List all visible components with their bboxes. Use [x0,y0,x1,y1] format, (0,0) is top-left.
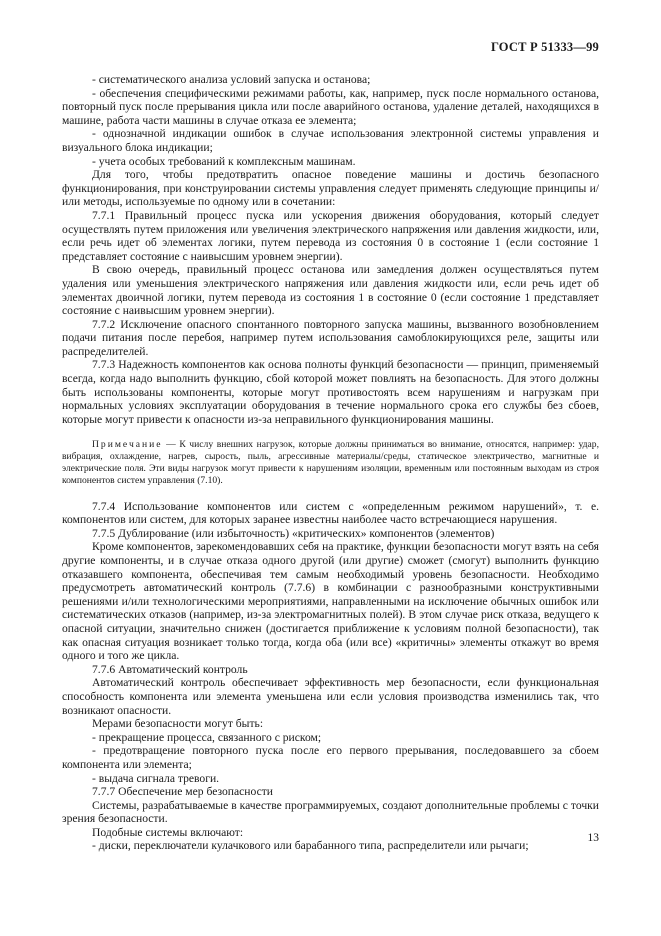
document-header [491,40,599,55]
paragraph: Автоматический контроль обеспечивает эффективность мер безопасности, если функциональная способность компонента или элемента уменьшена или если условия производства изменились так, что возникают опасности. [62,676,599,717]
page-body [62,73,599,853]
paragraph: В свою очередь, правильный процесс останова или замедления должен осуществляться путем удаления или уменьшения электрического напряжения или давления жидкости или, если речь идет об элементах двоичной логики, путем перевода из состояния 1 в состояние 0 (если состояние 1 представляет состояние с наивысшим уровнем энергии). [62,263,599,318]
paragraph: 7.7.2 Исключение опасного спонтанного повторного запуска машины, вызванного возобновлением подачи питания после перебоя, например путем использования самоблокирующихся реле, защиты или распределителей. [62,317,599,358]
paragraph: - предотвращение повторного пуска после его первого прерывания, последовавшего за сбоем компонента или элемента; [62,744,599,771]
doc-id: ГОСТ Р 51333—99 [490,40,599,54]
paragraph: - выдача сигнала тревоги. [92,771,220,785]
paragraph: - обеспечения специфическими режимами работы, как, например, пуск после нормального останова, повторный пуск после прерывания цикла или после аварийного останова, удаление деталей, находящихся в машине, работа части машины в случае отказа ее элемента; [62,86,599,127]
page-number: 13 [587,832,599,844]
paragraph: 7.7.1 Правильный процесс пуска или ускорения движения оборудования, который следует осуществлять путем приложения или увеличения электрического напряжения или давления жидкости, или, если речь идет об элементах логики, путем перевода из состояния 0 в состояние 1 (если состояние 1 представляет состояние с наивысшим уровнем энергии). [62,208,599,263]
paragraph: - однозначной индикации ошибок в случае использования электронной системы управления и визуального блока индикации; [62,127,599,154]
paragraph: Мерами безопасности могут быть: [92,717,264,731]
note [62,439,599,486]
paragraph: Кроме компонентов, зарекомендовавших себя на практике, функции безопасности могут взять на себя другие компоненты, и в случае отказа одного другой (или другие) сможет (смогут) выполнить функцию отказавшего компонента, обеспечивая тем самым необходимый уровень безопасности. Необходимо предусмотреть автоматический контроль (7.7.6) в комбинации с разнообразными конструктивными решениями и/или технологическими мероприятиями, направленными на исключение обычных ошибок или систематических отказов (например, из-за электромагнитных полей). В этом случае риск отказа, ведущего к опасной ситуации, значительно снижен (достигается приближение к условиям полной безопасности), так как опасная ситуация возникает только тогда, когда оба (или все) «критичны» элементы откажут во время одного и того же цикла. [62,540,599,663]
paragraph: - учета особых требований к комплексным машинам. [92,154,356,168]
paragraph: Системы, разрабатываемые в качестве программируемых, создают дополнительные проблемы с точки зрения безопасности. [62,798,599,826]
note-label: Примечание [92,439,163,451]
paragraph: 7.7.3 Надежность компонентов как основа полноты функций безопасности — принцип, применяемый всегда, когда надо выполнить функцию, сбой которой может повлиять на безопасность. Для этого должны быть использованы компоненты, которые могут противостоять всем нарушениям и нагрузкам при нормальных условиях эксплуатации оборудования в течение нормального срока его службы без сбоев, которые могут привести к опасности из-за неправильного функционирования машины. [62,358,599,426]
paragraph: Подобные системы включают: [92,825,244,839]
paragraph: 7.7.7 Обеспечение мер безопасности [92,785,273,799]
paragraph: Для того, чтобы предотвратить опасное поведение машины и достичь безопасного функционирования, при конструировании системы управления следует применять следующие принципы и/или методы, используемые по одному или в сочетании: [62,168,599,209]
paragraph: - систематического анализа условий запуска и останова; [92,73,371,86]
paragraph: 7.7.6 Автоматический контроль [92,662,248,676]
paragraph: - прекращение процесса, связанного с риском; [92,730,322,744]
paragraph: 7.7.5 Дублирование (или избыточность) «критических» компонентов (элементов) [92,526,495,540]
note-text: — К числу внешних нагрузок, которые должны приниматься во внимание, относятся, например: удар, вибрация, охлаждение, нагрев, сырость, пыль, агрессивные материалы/среды, статическое электричество, магнитные и электрические поля. Эти виды нагрузок могут привести к нарушениям изоляции, временным или постоянным выходам из строя компонентов систем управления (7.10). [62,439,599,486]
paragraph: - диски, переключатели кулачкового или барабанного типа, распределители или рычаги; [92,839,529,853]
paragraph: 7.7.4 Использование компонентов или систем с «определенным режимом нарушений», т. е. компонентов или систем, для которых заранее известны наиболее часто встречающиеся нарушения. [62,499,599,527]
